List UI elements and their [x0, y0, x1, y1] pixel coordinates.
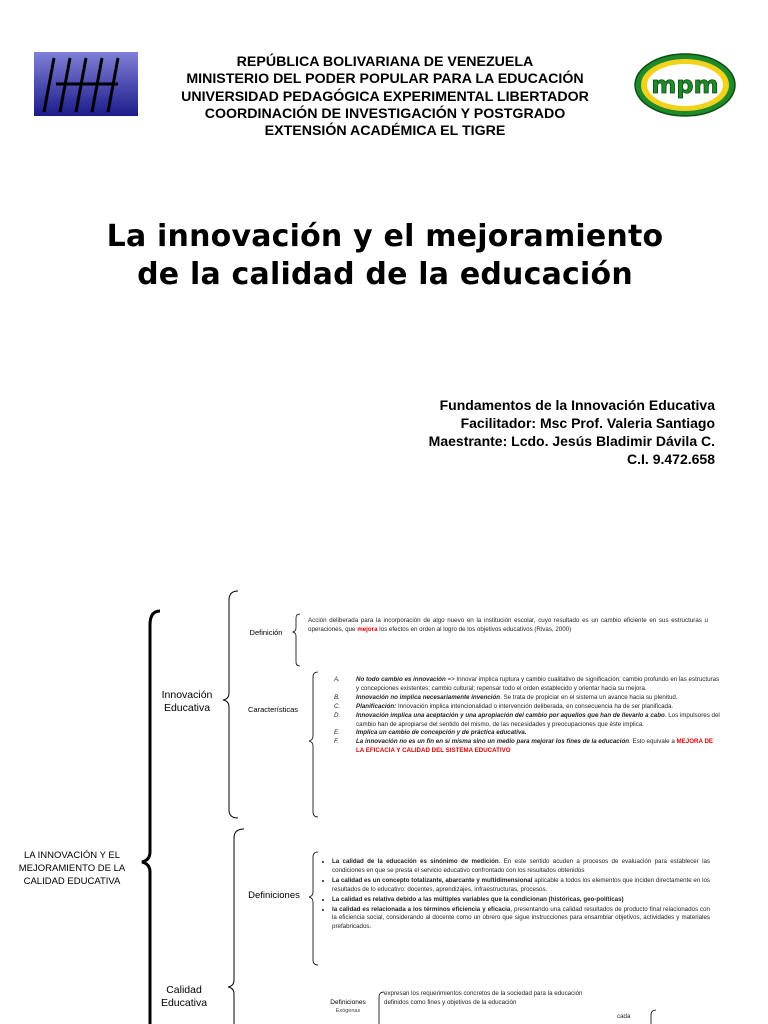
student-id: C.I. 9.472.658: [627, 451, 715, 467]
bullet-bold: La calidad de la educación es sinónimo de medición: [332, 858, 499, 865]
item-bold: Implica un cambio de concepción y de práctica educativa.: [356, 729, 527, 737]
bullet-text: , presentando una calidad resultados de producto final relacionados con la eficiencia social, considerando al docente como un obrero que sigue instrucciones para ensamblar objetivos, actividades y materiales prefabricados.: [332, 905, 711, 931]
exogenas-title: Definiciones: [330, 999, 366, 1006]
caracteristicas-label: Características: [247, 705, 298, 714]
definicion-label: Definición: [249, 628, 283, 637]
cada-label: cada: [617, 1013, 631, 1020]
list-item: [334, 729, 720, 738]
title-line-1: La innovación y el mejoramiento: [106, 219, 664, 254]
list-item: [334, 703, 720, 712]
facilitator: Facilitador: Msc Prof. Valeria Santiago: [460, 415, 715, 431]
item-letter: F.: [334, 738, 339, 746]
mpm-logo-text: mpm: [651, 71, 719, 99]
item-bold: No todo cambio es innovación: [356, 676, 446, 683]
exogenas-text: expresan los requerimientos concretos de la sociedad para la educación definidos como fines y objetivos de la educación: [384, 990, 583, 1006]
list-item: [332, 877, 710, 895]
definicion-text: [308, 617, 708, 635]
item-letter: C.: [334, 702, 341, 710]
innovacion-label: Innovación Educativa: [161, 689, 213, 714]
item-letter: D.: [334, 711, 341, 719]
bullet-bold: La calidad es relativa debido a las múltiples variables que la condicionan (históricas, geo-políticas): [332, 895, 624, 903]
list-item: [334, 694, 720, 703]
item-letter: E.: [334, 729, 340, 737]
bullet-text: aplicable a todos los elementos que inciden directamente en los resultados de lo educativo: docentes, aprendizajes, infraestructuras, procesos.: [332, 876, 710, 893]
bullet-bold: La calidad es un concepto totalizante, abarcante y multidimensional: [332, 876, 533, 884]
item-text: . Esto equivale a: [629, 738, 677, 746]
course-name: Fundamentos de la Innovación Educativa: [439, 397, 715, 413]
item-text: Innovación implica intencionalidad o intervención deliberada, en consecuencia ha de ser planificada.: [396, 702, 674, 710]
bullet-bold: la calidad es relacionada a los términos eficiencia y eficacia: [332, 905, 511, 913]
header-line: COORDINACIÓN DE INVESTIGACIÓN Y POSTGRADO: [204, 105, 566, 122]
item-highlight: MEJORA DE LA EFICACIA Y CALIDAD DEL SISTEMA EDUCATIVO: [356, 738, 714, 755]
definiciones-list: [322, 858, 710, 933]
item-bold: Innovación implica una aceptación y una apropiación del cambio por aquellos que han de llevarlo a cabo: [356, 711, 665, 719]
map-root-label: LA INNOVACIÓN Y EL MEJORAMIENTO DE LA CALIDAD EDUCATIVA: [18, 850, 126, 887]
item-text: => Innovar implica ruptura y cambio cualitativo de significación; cambio profundo en las estructuras y concepciones existentes; cambio cultural; repensar todo el orden establecido y orientar hacia su mejora.: [356, 676, 720, 692]
calidad-label: Calidad Educativa: [160, 984, 208, 1009]
list-item: [332, 906, 710, 933]
header-line: MINISTERIO DEL PODER POPULAR PARA LA EDUCACIÓN: [186, 71, 584, 88]
bullet-text: . En este sentido acuden a procesos de evaluación para establecer las condiciones en que se presta el servicio educativo confrontado con los resultados obtenidos: [332, 858, 710, 874]
list-item: [334, 738, 720, 756]
student: Maestrante: Lcdo. Jesús Bladimir Dávila C.: [428, 433, 715, 449]
list-item: [334, 676, 720, 694]
item-text: . Se trata de propiciar en el sistema un avance hacia su plenitud.: [500, 693, 678, 701]
list-item: [332, 858, 710, 876]
definiciones-label: Definiciones: [248, 890, 300, 901]
definicion-highlight: mejora: [357, 625, 378, 633]
header-line: EXTENSIÓN ACADÉMICA EL TIGRE: [264, 123, 506, 140]
title-line-2: de la calidad de la educación: [137, 257, 633, 292]
definicion-text-b: los efectos en orden al logro de los objetivos educativos (Rivas, 2000): [379, 625, 572, 633]
item-bold: Innovación no implica necesariamente invención: [356, 693, 501, 701]
item-bold: Planificación:: [356, 702, 397, 710]
item-letter: B.: [334, 693, 340, 701]
exogenas-label: [318, 998, 378, 1016]
list-item: [332, 896, 710, 905]
exogenas-subtitle: Exógenas: [335, 1008, 361, 1014]
header-line: REPÚBLICA BOLIVARIANA DE VENEZUELA: [236, 54, 534, 70]
definicion-text-a: Acción deliberada para la incorporación de algo nuevo en la institución escolar, cuyo resultado es un cambio eficiente en sus estructuras u operaciones, que: [308, 617, 708, 633]
item-letter: A.: [334, 676, 340, 683]
item-bold: La innovación no es un fin en sí misma sino un medio para mejorar los fines de la educación: [356, 738, 630, 746]
caracteristicas-list: [334, 676, 720, 756]
header-line: UNIVERSIDAD PEDAGÓGICA EXPERIMENTAL LIBERTADOR: [181, 88, 589, 105]
item-text: . Los impulsores del cambio han de apropiarse del sentido del mismo, de las necesidades y preocupaciones que éste implica.: [356, 711, 720, 728]
list-item: [334, 712, 720, 730]
